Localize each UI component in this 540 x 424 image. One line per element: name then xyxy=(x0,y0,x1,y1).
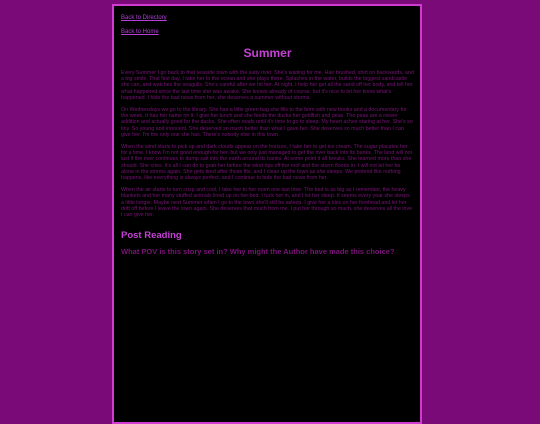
post-reading-heading: Post Reading xyxy=(121,230,182,242)
post-reading-question: What POV is this story set in? Why might the Author have made this choice? xyxy=(121,247,395,257)
content-panel xyxy=(112,4,422,424)
story-paragraph: Every Summer I go back to that seaside town with the salty river. She's waiting for me. Hair brushed, shirt on backwards, and a big smile. That first day, I take her to the ocean and she plays there. Splashes in the water, builds the biggest sandcastle she can, and watches the seagulls. She's careful after we hit her. At night, I help her get all the sand off her body, and tell her what happened since the last time she was awake. She knows already of course, but it's nice to let her know what's happened. I hide the bad news from her, she deserves a summer without storms. xyxy=(121,70,414,101)
back-to-home-link[interactable]: Back to Home xyxy=(121,29,159,35)
back-to-directory-link[interactable]: Back to Directory xyxy=(121,15,167,21)
story-title: Summer xyxy=(243,46,292,60)
story-paragraph: When the air starts to turn crisp and cool, I take her to her room one last time. The bed is as big as I remember, the heavy blankets and her many stuffed animals lined up on her bed. I tuck her in, and I let her sleep. It seems every year she sleeps a little longer. Maybe next Summer when I go to the town she'll still be asleep. I give her a kiss on her forehead and let her drift off before I leave the town again. She deserves that much from me. I put her through so much, she deserves all the love I can give her. xyxy=(121,187,413,219)
story-paragraph: On Wednesdays we go to the library. She has a little green bag she fills to the brim with new books and a documentary for the week. It has her name on it. I give her lunch and she feeds the ducks her goldfish and peas. The peas are a newer addition and actually good for the ducks. She often reads until it's time to go to sleep. My heart aches staring at her. She's so tiny. So young and innocent. She deserved so much better than what I gave her. She deserves so much better than I can give her. I'm the only one she has. There's nobody else in this town. xyxy=(121,107,413,138)
story-paragraph: When the wind starts to pick up and dark clouds appear on the horizon, I take her to get ice cream. The sugar placates her for a time. I know I'm not good enough for her, but we only just managed to get the river back into its banks. The land will not last if the river continues to dump salt into the earth around its banks. At some point it all breaks. She learned more than she should. She cries. It's all I can do to grab her before the wind rips off the roof and the storm floods in. I will not let her be alone in the storms again. She gets tired after those fits, and I clean up the town as she sleeps. We pretend like nothing happens, like everything is always perfect, and I continue to hide the bad news from her. xyxy=(121,144,412,182)
